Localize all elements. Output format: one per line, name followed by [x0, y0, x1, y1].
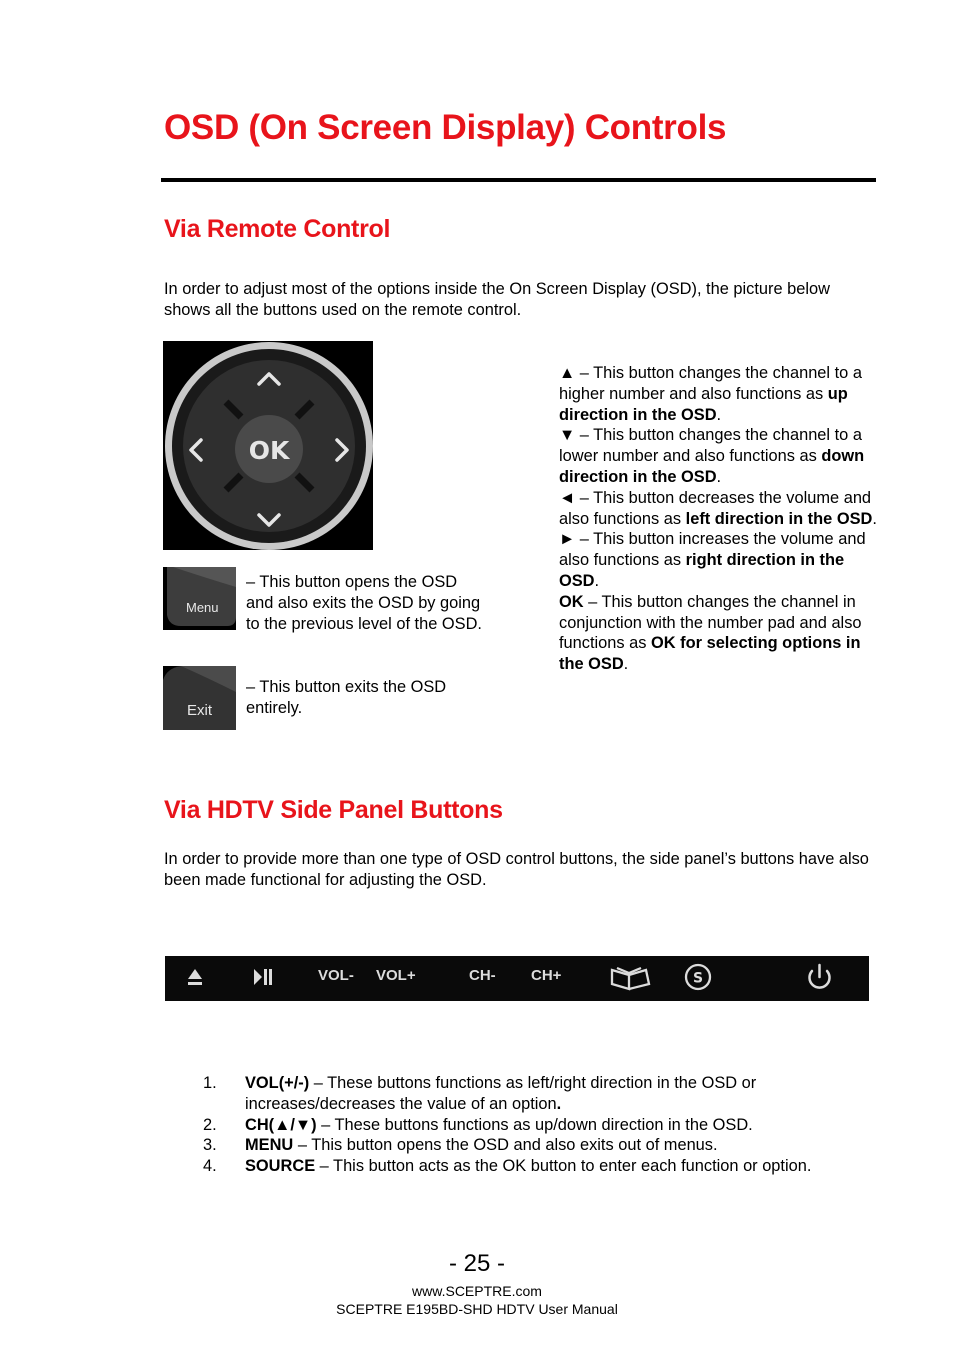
list-item: 2. CH(▲/▼) – These buttons functions as up/down direction in the OSD.	[203, 1115, 753, 1134]
source-icon	[612, 968, 649, 989]
remote-button-descriptions	[559, 363, 879, 675]
page-number: - 25 -	[448, 1250, 505, 1277]
power-icon	[810, 965, 830, 988]
desc-up: ▲ – This button changes the channel to a higher number and also functions as up direction in the OSD.	[559, 364, 862, 424]
section-heading-side-panel: Via HDTV Side Panel Buttons	[164, 796, 503, 824]
remote-dpad-image	[163, 341, 373, 550]
desc-left: ◄ – This button decreases the volume and also functions as left direction in the OSD.	[559, 488, 877, 528]
footer-website: www.SCEPTRE.com	[412, 1283, 542, 1299]
side-panel-intro: In order to provide more than one type of OSD control buttons, the side panel’s buttons have also been made functional for adjusting the OSD.	[164, 850, 869, 889]
list-item: 4. SOURCE – This button acts as the OK button to enter each function or option.	[203, 1157, 812, 1176]
desc-down: ▼ – This button changes the channel to a lower number and also functions as down direction in the OSD.	[559, 426, 865, 486]
exit-button-desc: – This button exits the OSD entirely.	[246, 678, 447, 717]
desc-ok: OK – This button changes the channel in conjunction with the number pad and also functions as OK for selecting options in the OSD.	[559, 592, 862, 674]
menu-button-image	[163, 567, 236, 630]
exit-button-label: Exit	[187, 702, 213, 719]
exit-button-image	[163, 666, 236, 730]
play-pause-icon	[254, 969, 272, 985]
remote-intro: In order to adjust most of the options inside the On Screen Display (OSD), the picture below shows all the buttons used on the remote control.	[164, 280, 830, 319]
side-panel-list	[203, 1073, 903, 1177]
section-heading-remote: Via Remote Control	[164, 215, 391, 243]
eject-icon	[188, 969, 202, 985]
list-item: 3. MENU – This button opens the OSD and also exits out of menus.	[203, 1136, 718, 1155]
title-divider	[161, 178, 876, 182]
vol-minus-label: VOL-	[318, 967, 354, 984]
side-panel-image	[165, 956, 869, 1001]
list-item: 1. VOL(+/-) – These buttons functions as left/right direction in the OSD or increases/decreases the value of an option.	[203, 1074, 757, 1113]
page-title: OSD (On Screen Display) Controls	[164, 108, 727, 147]
vol-plus-label: VOL+	[376, 967, 416, 984]
ch-minus-label: CH-	[469, 967, 496, 984]
menu-button-desc: – This button opens the OSD and also exits the OSD by going to the previous level of the OSD.	[246, 573, 482, 633]
dpad-ok-label: OK	[248, 436, 290, 465]
ch-plus-label: CH+	[531, 967, 562, 984]
svg-text:S: S	[692, 970, 704, 987]
footer-manual: SCEPTRE E195BD-SHD HDTV User Manual	[336, 1301, 618, 1317]
menu-button-label: Menu	[186, 600, 219, 615]
desc-right: ► – This button increases the volume and also functions as right direction in the OSD.	[559, 530, 866, 590]
